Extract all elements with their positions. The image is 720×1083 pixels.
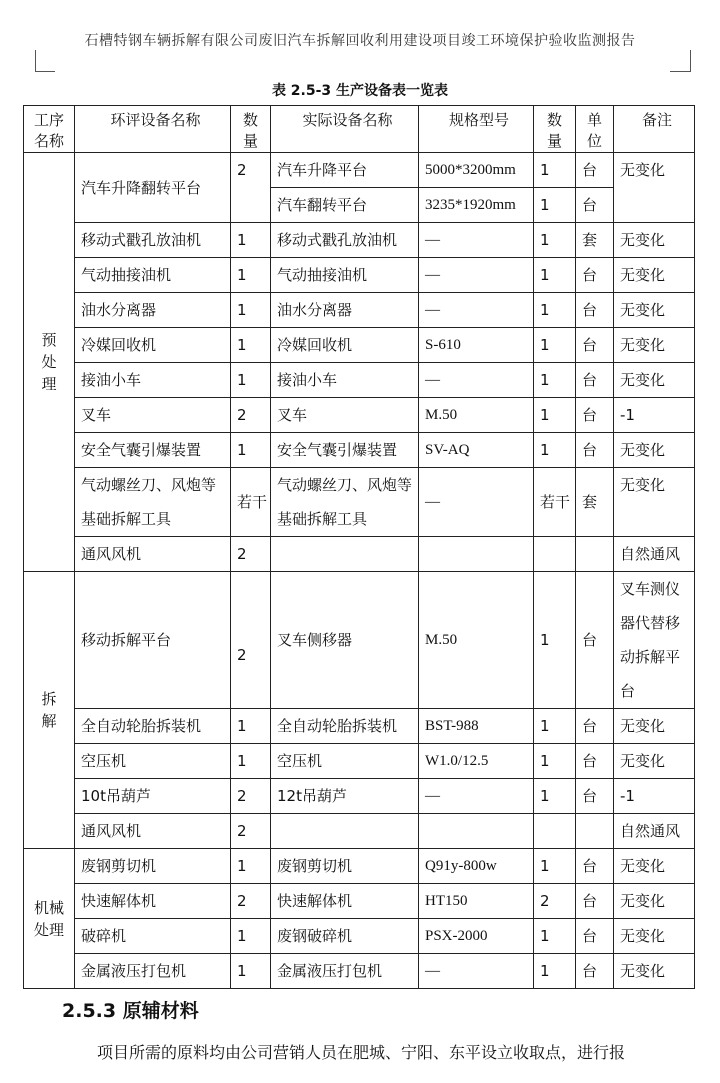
qty-cell: 1 [534, 398, 576, 433]
unit-cell [576, 537, 614, 572]
model-cell: 5000*3200mm [419, 153, 534, 188]
note-cell: 无变化 [614, 919, 695, 954]
actual-name-cell: 全自动轮胎拆装机 [271, 709, 419, 744]
actual-name-cell: 汽车翻转平台 [271, 188, 419, 223]
actual-name-cell [271, 814, 419, 849]
env-name-cell: 叉车 [75, 398, 231, 433]
unit-cell: 台 [576, 398, 614, 433]
table-row [24, 328, 695, 363]
env-qty-cell: 1 [231, 258, 271, 293]
note-cell: 无变化 [614, 363, 695, 398]
env-name-cell: 通风风机 [75, 537, 231, 572]
env-name-cell: 快速解体机 [75, 884, 231, 919]
unit-cell: 台 [576, 293, 614, 328]
unit-cell: 台 [576, 572, 614, 709]
unit-cell: 台 [576, 919, 614, 954]
actual-name-cell: 叉车 [271, 398, 419, 433]
env-qty-cell: 2 [231, 884, 271, 919]
stage-cell: 拆解 [24, 572, 75, 849]
table-row [24, 919, 695, 954]
model-cell: SV-AQ [419, 433, 534, 468]
actual-name-cell: 油水分离器 [271, 293, 419, 328]
model-cell: HT150 [419, 884, 534, 919]
unit-cell: 台 [576, 328, 614, 363]
stage-cell: 机械处理 [24, 849, 75, 989]
env-qty-cell: 若干 [231, 468, 271, 537]
actual-name-cell: 气动螺丝刀、风炮等基础拆解工具 [271, 468, 419, 537]
env-qty-cell: 2 [231, 572, 271, 709]
qty-cell: 1 [534, 849, 576, 884]
model-cell: — [419, 223, 534, 258]
env-qty-cell: 1 [231, 293, 271, 328]
note-cell: 无变化 [614, 884, 695, 919]
model-cell [419, 537, 534, 572]
actual-name-cell: 接油小车 [271, 363, 419, 398]
column-header: 单位 [576, 106, 614, 153]
env-name-cell: 全自动轮胎拆装机 [75, 709, 231, 744]
qty-cell: 1 [534, 328, 576, 363]
note-cell: 无变化 [614, 468, 695, 537]
model-cell [419, 814, 534, 849]
note-cell: 无变化 [614, 258, 695, 293]
model-cell: PSX-2000 [419, 919, 534, 954]
env-name-cell: 移动拆解平台 [75, 572, 231, 709]
model-cell: BST-988 [419, 709, 534, 744]
model-cell: — [419, 779, 534, 814]
env-qty-cell: 2 [231, 814, 271, 849]
unit-cell [576, 814, 614, 849]
env-qty-cell: 1 [231, 954, 271, 989]
env-qty-cell: 1 [231, 744, 271, 779]
qty-cell: 1 [534, 258, 576, 293]
env-name-cell: 气动抽接油机 [75, 258, 231, 293]
table-row [24, 398, 695, 433]
note-cell: 无变化 [614, 744, 695, 779]
model-cell: W1.0/12.5 [419, 744, 534, 779]
actual-name-cell: 金属液压打包机 [271, 954, 419, 989]
env-name-cell: 通风风机 [75, 814, 231, 849]
qty-cell: 1 [534, 188, 576, 223]
env-name-cell: 接油小车 [75, 363, 231, 398]
table-row [24, 779, 695, 814]
note-cell: 自然通风 [614, 814, 695, 849]
env-qty-cell: 1 [231, 328, 271, 363]
actual-name-cell: 汽车升降平台 [271, 153, 419, 188]
unit-cell: 台 [576, 884, 614, 919]
column-header: 数量 [534, 106, 576, 153]
note-cell: 无变化 [614, 849, 695, 884]
qty-cell [534, 537, 576, 572]
model-cell: — [419, 293, 534, 328]
actual-name-cell: 快速解体机 [271, 884, 419, 919]
section-heading: 2.5.3 原辅材料 [62, 1000, 199, 1022]
actual-name-cell: 废钢破碎机 [271, 919, 419, 954]
env-name-cell: 移动式戳孔放油机 [75, 223, 231, 258]
column-header: 环评设备名称 [75, 106, 231, 153]
qty-cell: 1 [534, 919, 576, 954]
unit-cell: 台 [576, 709, 614, 744]
note-cell: 无变化 [614, 223, 695, 258]
env-qty-cell: 1 [231, 363, 271, 398]
qty-cell: 1 [534, 709, 576, 744]
column-header: 备注 [614, 106, 695, 153]
qty-cell: 1 [534, 153, 576, 188]
model-cell: — [419, 363, 534, 398]
note-cell: 无变化 [614, 709, 695, 744]
env-name-cell: 安全气囊引爆装置 [75, 433, 231, 468]
table-row [24, 433, 695, 468]
unit-cell: 台 [576, 188, 614, 223]
unit-cell: 台 [576, 849, 614, 884]
env-name-cell: 空压机 [75, 744, 231, 779]
unit-cell: 台 [576, 153, 614, 188]
note-cell: -1 [614, 398, 695, 433]
unit-cell: 套 [576, 223, 614, 258]
header-right-tick [690, 50, 691, 72]
table-row [24, 468, 695, 537]
table-row [24, 572, 695, 709]
note-cell: 无变化 [614, 328, 695, 363]
table-row [24, 537, 695, 572]
env-name-cell: 废钢剪切机 [75, 849, 231, 884]
actual-name-cell: 废钢剪切机 [271, 849, 419, 884]
qty-cell: 1 [534, 293, 576, 328]
model-cell: — [419, 954, 534, 989]
column-header: 规格型号 [419, 106, 534, 153]
env-qty-cell: 2 [231, 398, 271, 433]
note-cell: 无变化 [614, 954, 695, 989]
qty-cell: 1 [534, 744, 576, 779]
table-row [24, 884, 695, 919]
header-rule-left [35, 71, 55, 72]
unit-cell: 台 [576, 363, 614, 398]
stage-cell: 预处理 [24, 153, 75, 572]
actual-name-cell: 安全气囊引爆装置 [271, 433, 419, 468]
env-qty-cell: 2 [231, 537, 271, 572]
model-cell: — [419, 258, 534, 293]
model-cell: Q91y-800w [419, 849, 534, 884]
env-qty-cell: 2 [231, 779, 271, 814]
table-row [24, 814, 695, 849]
body-paragraph: 项目所需的原料均由公司营销人员在肥城、宁阳、东平设立收取点，进行报 [97, 1043, 626, 1062]
table-row [24, 849, 695, 884]
model-cell: S-610 [419, 328, 534, 363]
table-row [24, 223, 695, 258]
qty-cell: 1 [534, 954, 576, 989]
unit-cell: 台 [576, 433, 614, 468]
env-qty-cell: 1 [231, 849, 271, 884]
qty-cell: 1 [534, 363, 576, 398]
header-left-tick [35, 50, 36, 72]
actual-name-cell: 气动抽接油机 [271, 258, 419, 293]
running-header: 石槽特钢车辆拆解有限公司废旧汽车拆解回收利用建设项目竣工环境保护验收监测报告 [84, 33, 636, 49]
unit-cell: 台 [576, 954, 614, 989]
table-row [24, 258, 695, 293]
qty-cell: 1 [534, 223, 576, 258]
actual-name-cell [271, 537, 419, 572]
table-row [24, 293, 695, 328]
actual-name-cell: 叉车侧移器 [271, 572, 419, 709]
actual-name-cell: 空压机 [271, 744, 419, 779]
unit-cell: 台 [576, 779, 614, 814]
equipment-table [23, 105, 695, 989]
env-name-cell: 油水分离器 [75, 293, 231, 328]
note-cell: -1 [614, 779, 695, 814]
env-name-cell: 气动螺丝刀、风炮等基础拆解工具 [75, 468, 231, 537]
qty-cell [534, 814, 576, 849]
actual-name-cell: 12t吊葫芦 [271, 779, 419, 814]
qty-cell: 2 [534, 884, 576, 919]
table-row [24, 709, 695, 744]
env-qty-cell: 2 [231, 153, 271, 223]
table-row [24, 363, 695, 398]
unit-cell: 台 [576, 744, 614, 779]
table-row [24, 744, 695, 779]
env-name-cell: 冷媒回收机 [75, 328, 231, 363]
column-header: 数量 [231, 106, 271, 153]
qty-cell: 若干 [534, 468, 576, 537]
actual-name-cell: 移动式戳孔放油机 [271, 223, 419, 258]
actual-name-cell: 冷媒回收机 [271, 328, 419, 363]
qty-cell: 1 [534, 433, 576, 468]
env-qty-cell: 1 [231, 709, 271, 744]
note-cell: 无变化 [614, 433, 695, 468]
unit-cell: 台 [576, 258, 614, 293]
note-cell: 叉车测仪器代替移动拆解平台 [614, 572, 695, 709]
note-cell: 无变化 [614, 293, 695, 328]
note-cell: 自然通风 [614, 537, 695, 572]
qty-cell: 1 [534, 572, 576, 709]
model-cell: 3235*1920mm [419, 188, 534, 223]
env-qty-cell: 1 [231, 919, 271, 954]
env-name-cell: 10t吊葫芦 [75, 779, 231, 814]
env-name-cell: 汽车升降翻转平台 [75, 153, 231, 223]
unit-cell: 套 [576, 468, 614, 537]
env-qty-cell: 1 [231, 223, 271, 258]
env-qty-cell: 1 [231, 433, 271, 468]
header-rule-right [670, 71, 691, 72]
table-row [24, 153, 695, 188]
env-name-cell: 破碎机 [75, 919, 231, 954]
header-row [24, 106, 695, 153]
column-header: 实际设备名称 [271, 106, 419, 153]
env-name-cell: 金属液压打包机 [75, 954, 231, 989]
note-cell: 无变化 [614, 153, 695, 223]
model-cell: — [419, 468, 534, 537]
qty-cell: 1 [534, 779, 576, 814]
model-cell: M.50 [419, 572, 534, 709]
table-caption: 表 2.5-3 生产设备表一览表 [271, 83, 449, 99]
table-row [24, 954, 695, 989]
column-header: 工序名称 [24, 106, 75, 153]
model-cell: M.50 [419, 398, 534, 433]
